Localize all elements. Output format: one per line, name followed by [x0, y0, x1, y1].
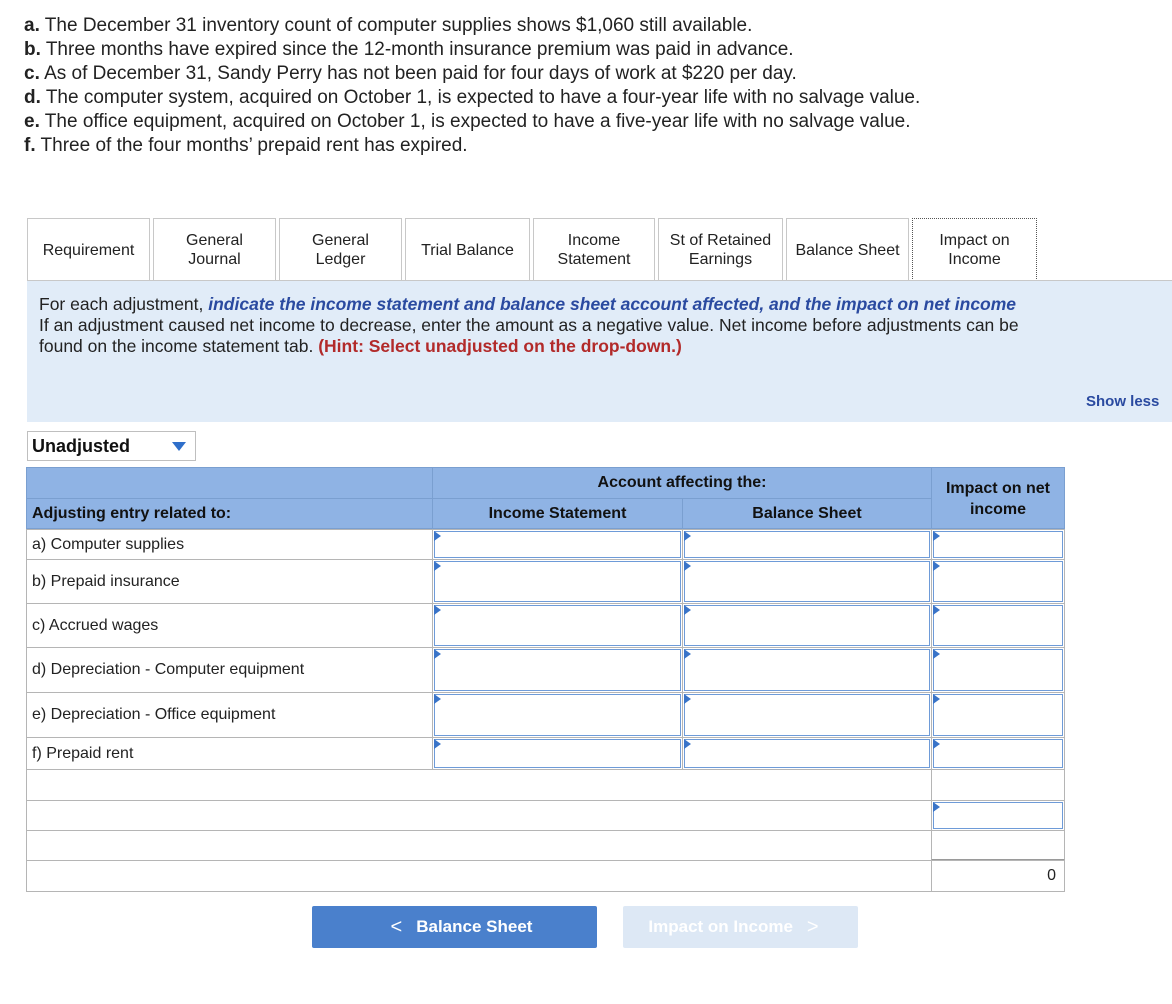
- tab-trial-balance[interactable]: Trial Balance: [405, 218, 530, 281]
- prev-button-label: Balance Sheet: [416, 917, 533, 936]
- impact-input-a[interactable]: [931, 529, 1065, 560]
- header-balance-sheet: Balance Sheet: [682, 498, 932, 529]
- tab-balance-sheet[interactable]: Balance Sheet: [786, 218, 909, 281]
- show-less-link[interactable]: Show less: [1086, 393, 1160, 410]
- problem-item-a: a. The December 31 inventory count of computer supplies shows $1,060 still available.: [24, 15, 753, 36]
- impact-input-c[interactable]: [931, 603, 1065, 648]
- row-label-prepaid-insurance: b) Prepaid insurance: [26, 559, 433, 604]
- next-button-label: Impact on Income: [648, 917, 793, 936]
- row-label-prepaid-rent: f) Prepaid rent: [26, 737, 433, 770]
- next-impact-on-income-button[interactable]: [623, 906, 858, 948]
- caret-down-icon: [172, 442, 186, 451]
- blank-row-3: [26, 830, 932, 861]
- problem-item-c: c. As of December 31, Sandy Perry has not been paid for four days of work at $220 per day.: [24, 63, 797, 84]
- income-statement-select-c[interactable]: [432, 603, 683, 648]
- blank-row-2: [26, 800, 932, 831]
- balance-sheet-select-b[interactable]: [682, 559, 932, 604]
- tab-general-ledger[interactable]: General Ledger: [279, 218, 402, 281]
- header-account-affecting: Account affecting the:: [432, 467, 932, 499]
- blank-row-1: [26, 769, 932, 801]
- tab-general-journal[interactable]: General Journal: [153, 218, 276, 281]
- header-income-statement: Income Statement: [432, 498, 683, 529]
- unadjusted-dropdown[interactable]: [27, 431, 196, 461]
- row-label-depreciation-office: e) Depreciation - Office equipment: [26, 692, 433, 738]
- problem-item-f: f. Three of the four months’ prepaid rent has expired.: [24, 135, 468, 156]
- balance-sheet-select-e[interactable]: [682, 692, 932, 738]
- row-label-accrued-wages: c) Accrued wages: [26, 603, 433, 648]
- problem-item-e: e. The office equipment, acquired on October 1, is expected to have a five-year life with no salvage value.: [24, 111, 911, 132]
- impact-table: [26, 467, 1065, 892]
- header-blank: [26, 467, 433, 499]
- header-adjusting-entry: Adjusting entry related to:: [26, 498, 433, 529]
- adjusted-impact-input[interactable]: [931, 800, 1065, 831]
- problem-statements: [24, 14, 920, 158]
- chevron-right-icon: >: [806, 915, 819, 938]
- blank-impact-1: [931, 769, 1065, 801]
- blank-impact-3: [931, 830, 1065, 861]
- balance-sheet-select-a[interactable]: [682, 529, 932, 560]
- impact-input-d[interactable]: [931, 647, 1065, 693]
- impact-input-f[interactable]: [931, 737, 1065, 770]
- balance-sheet-select-c[interactable]: [682, 603, 932, 648]
- prev-balance-sheet-button[interactable]: [312, 906, 597, 948]
- total-impact-value: 0: [931, 860, 1065, 892]
- income-statement-select-a[interactable]: [432, 529, 683, 560]
- income-statement-select-e[interactable]: [432, 692, 683, 738]
- problem-item-d: d. The computer system, acquired on October 1, is expected to have a four-year life with no salvage value.: [24, 87, 921, 108]
- tab-requirement[interactable]: Requirement: [27, 218, 150, 281]
- chevron-left-icon: <: [390, 915, 403, 938]
- total-row-label: [26, 860, 932, 892]
- instructions-panel: For each adjustment, indicate the income statement and balance sheet account affected, and the impact on net income If an adjustment caused net income to decrease, enter the amount as a negative value. Net income before adjustments can be found on the income statement tab. (Hint: Select unadjusted on the drop-down.): [27, 281, 1172, 422]
- tab-income-statement[interactable]: Income Statement: [533, 218, 655, 281]
- balance-sheet-select-d[interactable]: [682, 647, 932, 693]
- impact-input-e[interactable]: [931, 692, 1065, 738]
- tab-impact-on-income[interactable]: Impact on Income: [912, 218, 1037, 281]
- row-label-depreciation-computer: d) Depreciation - Computer equipment: [26, 647, 433, 693]
- row-label-computer-supplies: a) Computer supplies: [26, 529, 433, 560]
- impact-input-b[interactable]: [931, 559, 1065, 604]
- income-statement-select-b[interactable]: [432, 559, 683, 604]
- header-impact-net-income: Impact on net income: [931, 467, 1065, 529]
- dropdown-selected-value: Unadjusted: [32, 435, 131, 456]
- tab-bar: [27, 218, 1040, 281]
- income-statement-select-f[interactable]: [432, 737, 683, 770]
- problem-item-b: b. Three months have expired since the 12-month insurance premium was paid in advance.: [24, 39, 794, 60]
- balance-sheet-select-f[interactable]: [682, 737, 932, 770]
- income-statement-select-d[interactable]: [432, 647, 683, 693]
- tab-retained-earnings[interactable]: St of Retained Earnings: [658, 218, 783, 281]
